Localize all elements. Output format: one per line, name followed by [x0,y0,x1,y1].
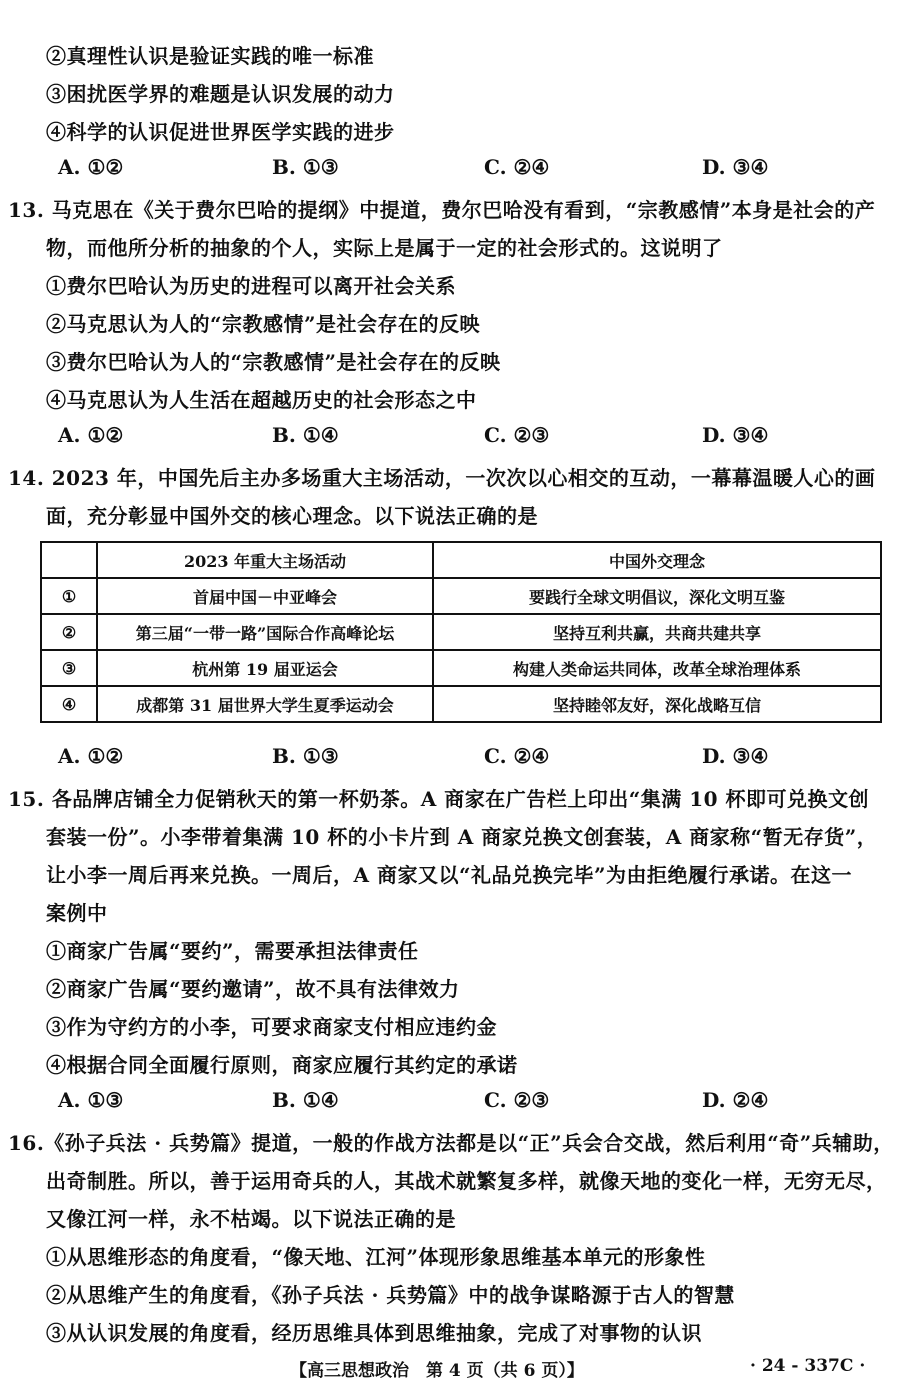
q14-option-d: D. ③④ [702,744,769,768]
q12-option-c: C. ②④ [484,155,550,179]
q15-stem-line-3: 让小李一周后再来兑换。一周后，A 商家又以“礼品兑换完毕”为由拒绝履行承诺。在这一 [46,863,852,887]
table-row [41,614,881,650]
q15-item-2: ②商家广告属“要约邀请”，故不具有法律效力 [46,977,460,1001]
q14-row-index: ① [41,578,97,614]
q16-stem-line-2: 出奇制胜。所以，善于运用奇兵的人，其战术就繁复多样，就像天地的变化一样，无穷无尽， [46,1169,887,1193]
page-footer-title: 【高三思想政治 第 4 页（共 6 页）】 [290,1361,584,1381]
q16-item-2: ②从思维产生的角度看，《孙子兵法 · 兵势篇》中的战争谋略源于古人的智慧 [46,1283,735,1307]
q15-option-c: C. ②③ [484,1088,550,1112]
q14-row-index: ④ [41,686,97,722]
q16-item-1: ①从思维形态的角度看，“像天地、江河”体现形象思维基本单元的形象性 [46,1245,706,1269]
q14-row-activity: 首届中国－中亚峰会 [97,578,433,614]
q13-item-4: ④马克思认为人生活在超越历史的社会形态之中 [46,388,477,412]
q14-stem-line-1: 14. 2023 年，中国先后主办多场重大主场活动，一次次以心相交的互动，一幕幕温暖人心的画 [8,466,876,490]
q12-option-b: B. ①③ [272,155,339,179]
q14-row-activity: 成都第 31 届世界大学生夏季运动会 [97,686,433,722]
table-row [41,686,881,722]
q14-row-concept: 构建人类命运共同体，改革全球治理体系 [433,650,881,686]
q15-stem-line-2: 套装一份”。小李带着集满 10 杯的小卡片到 A 商家兑换文创套装，A 商家称“暂无存货”， [46,825,878,849]
q15-option-a: A. ①③ [58,1088,124,1112]
q13-option-a: A. ①② [58,423,124,447]
q16-item-3: ③从认识发展的角度看，经历思维具体到思维抽象，完成了对事物的认识 [46,1321,702,1345]
page-footer-code: · 24 - 337C · [750,1356,866,1376]
table-row [41,578,881,614]
q14-row-activity: 第三届“一带一路”国际合作高峰论坛 [97,614,433,650]
q15-stem-line-4: 案例中 [46,901,108,925]
q13-option-b: B. ①④ [272,423,339,447]
q14-row-index: ② [41,614,97,650]
q13-item-3: ③费尔巴哈认为人的“宗教感情”是社会存在的反映 [46,350,501,374]
q13-item-2: ②马克思认为人的“宗教感情”是社会存在的反映 [46,312,481,336]
q14-table [40,541,882,723]
q13-stem-line-2: 物，而他所分析的抽象的个人，实际上是属于一定的社会形式的。这说明了 [46,236,723,260]
q13-stem-line-1: 13. 马克思在《关于费尔巴哈的提纲》中提道，费尔巴哈没有看到，“宗教感情”本身是社会的产 [8,198,876,222]
q16-stem-line-1: 16.《孙子兵法 · 兵势篇》提道，一般的作战方法都是以“正”兵会合交战，然后利用“奇”兵辅助， [8,1131,894,1155]
q14-row-concept: 坚持睦邻友好，深化战略互信 [433,686,881,722]
q14-row-concept: 要践行全球文明倡议，深化文明互鉴 [433,578,881,614]
q12-item-4: ④科学的认识促进世界医学实践的进步 [46,120,395,144]
q14-row-index: ③ [41,650,97,686]
q12-option-d: D. ③④ [702,155,769,179]
q15-option-b: B. ①④ [272,1088,339,1112]
q15-item-1: ①商家广告属“要约”，需要承担法律责任 [46,939,419,963]
q14-stem-line-2: 面，充分彰显中国外交的核心理念。以下说法正确的是 [46,504,538,528]
q13-option-d: D. ③④ [702,423,769,447]
q14-table-header [41,542,881,578]
q14-th-concept: 中国外交理念 [433,542,881,578]
q14-row-activity: 杭州第 19 届亚运会 [97,650,433,686]
q12-item-2: ②真理性认识是验证实践的唯一标准 [46,44,374,68]
q15-option-d: D. ②④ [702,1088,769,1112]
q16-stem-line-3: 又像江河一样，永不枯竭。以下说法正确的是 [46,1207,456,1231]
q12-item-3: ③困扰医学界的难题是认识发展的动力 [46,82,395,106]
q14-row-concept: 坚持互利共赢，共商共建共享 [433,614,881,650]
q14-th-activity: 2023 年重大主场活动 [97,542,433,578]
q14-option-b: B. ①③ [272,744,339,768]
q15-stem-line-1: 15. 各品牌店铺全力促销秋天的第一杯奶茶。A 商家在广告栏上印出“集满 10 杯即可兑换文创 [8,787,869,811]
q12-option-a: A. ①② [58,155,124,179]
q13-option-c: C. ②③ [484,423,550,447]
q14-option-a: A. ①② [58,744,124,768]
q15-item-4: ④根据合同全面履行原则，商家应履行其约定的承诺 [46,1053,518,1077]
q14-th-index [41,542,97,578]
q14-option-c: C. ②④ [484,744,550,768]
q15-item-3: ③作为守约方的小李，可要求商家支付相应违约金 [46,1015,497,1039]
q13-item-1: ①费尔巴哈认为历史的进程可以离开社会关系 [46,274,456,298]
table-row [41,650,881,686]
